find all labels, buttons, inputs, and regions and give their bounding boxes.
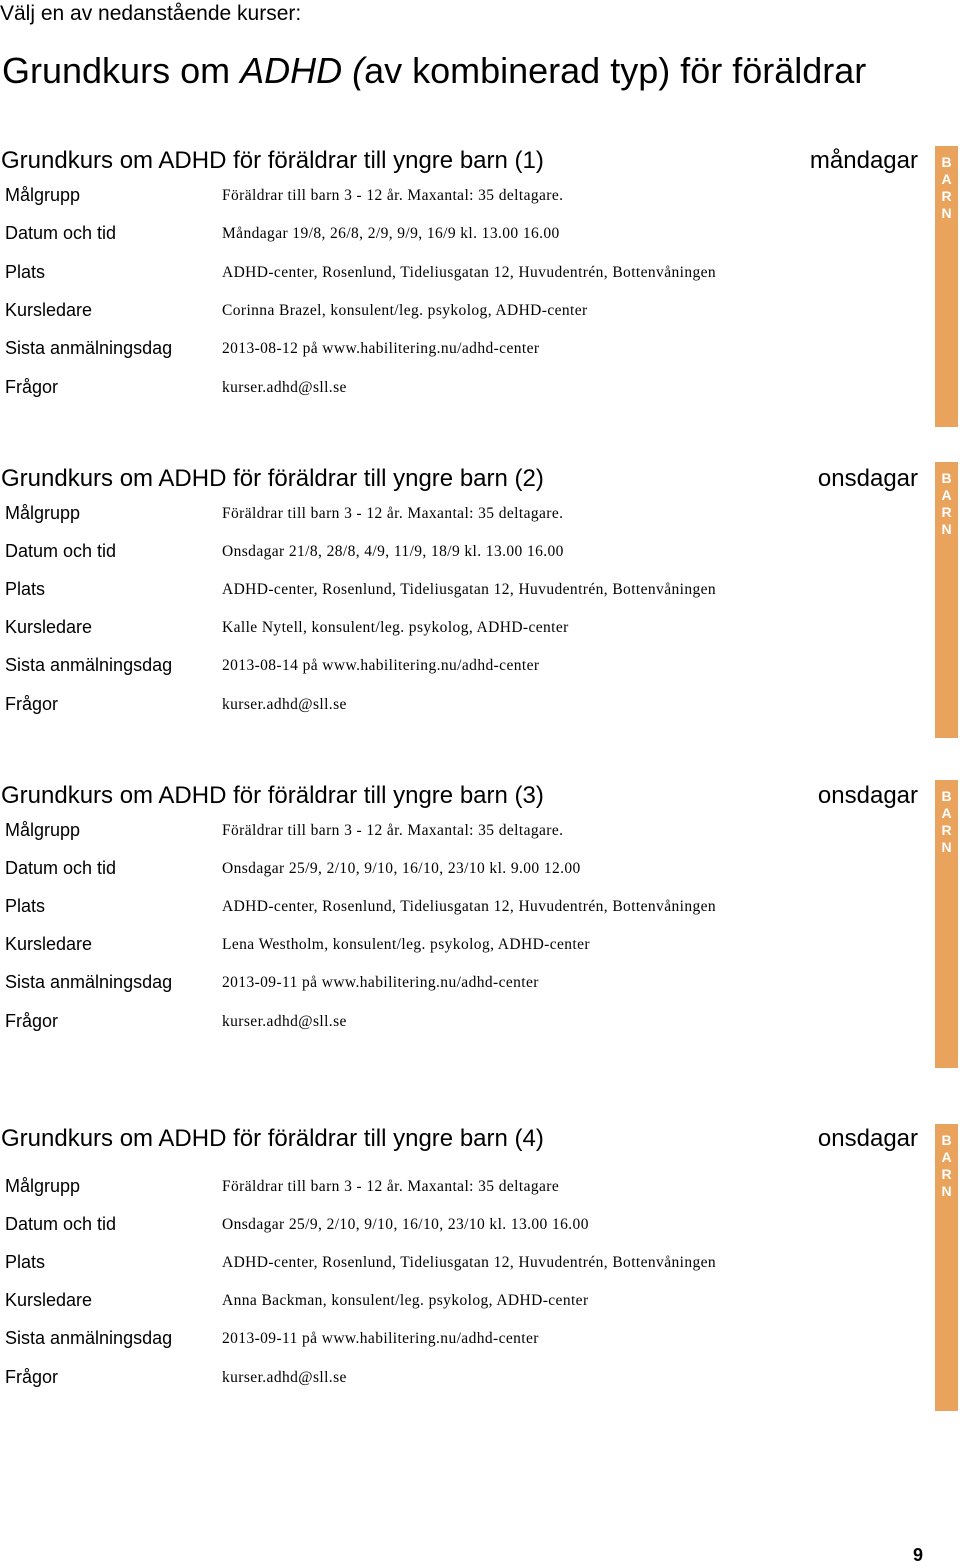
row-malgrupp [0, 1174, 920, 1212]
label-malgrupp: Målgrupp [5, 503, 81, 523]
label-datum: Datum och tid [5, 858, 117, 878]
intro-text: Välj en av nedanstående kurser: [0, 2, 302, 25]
tab-letter: R [941, 1166, 952, 1182]
barn-tab-label [935, 1132, 958, 1200]
value-anmalningsdag: 2013-09-11 på www.habilitering.nu/adhd-center [222, 1330, 539, 1347]
label-plats: Plats [5, 579, 46, 599]
label-kursledare: Kursledare [5, 934, 93, 954]
row-fragor [0, 1365, 920, 1403]
label-fragor: Frågor [5, 1367, 59, 1387]
value-plats: ADHD-center, Rosenlund, Tideliusgatan 12, Huvudentrén, Bottenvåningen [222, 264, 717, 281]
label-kursledare: Kursledare [5, 1290, 93, 1310]
label-plats: Plats [5, 1252, 46, 1272]
value-malgrupp: Föräldrar till barn 3 - 12 år. Maxantal: 35 deltagare. [222, 187, 564, 204]
row-plats [0, 894, 920, 932]
value-datum: Onsdagar 21/8, 28/8, 4/9, 11/9, 18/9 kl. 13.00 16.00 [222, 543, 564, 560]
value-datum: Onsdagar 25/9, 2/10, 9/10, 16/10, 23/10 kl. 13.00 16.00 [222, 1216, 589, 1233]
value-datum: Måndagar 19/8, 26/8, 2/9, 9/9, 16/9 kl. 13.00 16.00 [222, 225, 560, 242]
label-malgrupp: Målgrupp [5, 1176, 81, 1196]
row-malgrupp [0, 818, 920, 856]
label-anmalningsdag: Sista anmälningsdag [5, 338, 173, 358]
barn-tab [935, 780, 958, 1068]
tab-letter: N [941, 205, 952, 221]
row-datum [0, 1212, 920, 1250]
row-anmalningsdag [0, 653, 920, 691]
tab-letter: A [941, 487, 952, 503]
course-weekday: onsdagar [817, 465, 918, 492]
row-kursledare [0, 932, 920, 970]
tab-letter: B [941, 788, 952, 804]
course-title: Grundkurs om ADHD för föräldrar till yngre barn (4) [1, 1125, 544, 1152]
course-weekday: onsdagar [817, 782, 918, 809]
value-fragor: kurser.adhd@sll.se [222, 1013, 347, 1030]
row-kursledare [0, 298, 920, 336]
label-datum: Datum och tid [5, 1214, 117, 1234]
tab-letter: B [941, 154, 952, 170]
value-kursledare: Lena Westholm, konsulent/leg. psykolog, ADHD-center [222, 936, 590, 953]
barn-tab-label [935, 788, 958, 856]
tab-letter: B [941, 1132, 952, 1148]
value-fragor: kurser.adhd@sll.se [222, 696, 347, 713]
value-plats: ADHD-center, Rosenlund, Tideliusgatan 12, Huvudentrén, Bottenvåningen [222, 898, 717, 915]
barn-tab [935, 146, 958, 427]
value-malgrupp: Föräldrar till barn 3 - 12 år. Maxantal: 35 deltagare. [222, 822, 564, 839]
tab-letter: B [941, 470, 952, 486]
row-anmalningsdag [0, 970, 920, 1008]
label-malgrupp: Målgrupp [5, 185, 81, 205]
label-anmalningsdag: Sista anmälningsdag [5, 655, 173, 675]
value-kursledare: Corinna Brazel, konsulent/leg. psykolog, ADHD-center [222, 302, 588, 319]
value-anmalningsdag: 2013-08-12 på www.habilitering.nu/adhd-center [222, 340, 540, 357]
label-kursledare: Kursledare [5, 300, 93, 320]
page-title-part3: av kombinerad typ) för föräldrar [364, 50, 867, 91]
row-malgrupp [0, 501, 920, 539]
row-plats [0, 577, 920, 615]
course-title: Grundkurs om ADHD för föräldrar till yngre barn (1) [1, 147, 544, 174]
barn-tab [935, 462, 958, 738]
label-plats: Plats [5, 896, 46, 916]
row-datum [0, 856, 920, 894]
label-anmalningsdag: Sista anmälningsdag [5, 972, 173, 992]
page-title-part2: ADHD ( [240, 50, 365, 91]
page-title [2, 50, 866, 92]
tab-letter: A [941, 1149, 952, 1165]
row-plats [0, 260, 920, 298]
label-plats: Plats [5, 262, 46, 282]
tab-letter: A [941, 171, 952, 187]
page-number: 9 [913, 1545, 924, 1565]
tab-letter: R [941, 504, 952, 520]
row-plats [0, 1250, 920, 1288]
tab-letter: R [941, 188, 952, 204]
label-anmalningsdag: Sista anmälningsdag [5, 1328, 173, 1348]
value-kursledare: Anna Backman, konsulent/leg. psykolog, ADHD-center [222, 1292, 589, 1309]
label-datum: Datum och tid [5, 223, 117, 243]
value-plats: ADHD-center, Rosenlund, Tideliusgatan 12, Huvudentrén, Bottenvåningen [222, 1254, 717, 1271]
row-datum [0, 539, 920, 577]
course-weekday: onsdagar [817, 1125, 918, 1152]
row-anmalningsdag [0, 1326, 920, 1364]
tab-letter: N [941, 1183, 952, 1199]
row-datum [0, 221, 920, 259]
value-anmalningsdag: 2013-09-11 på www.habilitering.nu/adhd-center [222, 974, 539, 991]
row-kursledare [0, 615, 920, 653]
tab-letter: A [941, 805, 952, 821]
label-malgrupp: Målgrupp [5, 820, 81, 840]
tab-letter: N [941, 839, 952, 855]
tab-letter: R [941, 822, 952, 838]
label-fragor: Frågor [5, 1011, 59, 1031]
label-datum: Datum och tid [5, 541, 117, 561]
row-fragor [0, 1009, 920, 1047]
course-title: Grundkurs om ADHD för föräldrar till yngre barn (2) [1, 465, 544, 492]
value-kursledare: Kalle Nytell, konsulent/leg. psykolog, ADHD-center [222, 619, 569, 636]
value-fragor: kurser.adhd@sll.se [222, 1369, 347, 1386]
label-fragor: Frågor [5, 694, 59, 714]
label-fragor: Frågor [5, 377, 59, 397]
label-kursledare: Kursledare [5, 617, 93, 637]
course-weekday: måndagar [809, 147, 918, 174]
row-fragor [0, 375, 920, 413]
tab-letter: N [941, 521, 952, 537]
value-anmalningsdag: 2013-08-14 på www.habilitering.nu/adhd-center [222, 657, 540, 674]
page-title-part1: Grundkurs om [2, 50, 241, 91]
row-kursledare [0, 1288, 920, 1326]
barn-tab-label [935, 154, 958, 222]
row-anmalningsdag [0, 336, 920, 374]
barn-tab-label [935, 470, 958, 538]
barn-tab [935, 1124, 958, 1411]
value-plats: ADHD-center, Rosenlund, Tideliusgatan 12, Huvudentrén, Bottenvåningen [222, 581, 717, 598]
value-malgrupp: Föräldrar till barn 3 - 12 år. Maxantal: 35 deltagare [222, 1178, 560, 1195]
row-malgrupp [0, 183, 920, 221]
value-datum: Onsdagar 25/9, 2/10, 9/10, 16/10, 23/10 kl. 9.00 12.00 [222, 860, 581, 877]
value-fragor: kurser.adhd@sll.se [222, 379, 347, 396]
value-malgrupp: Föräldrar till barn 3 - 12 år. Maxantal: 35 deltagare. [222, 505, 564, 522]
course-title: Grundkurs om ADHD för föräldrar till yngre barn (3) [1, 782, 544, 809]
row-fragor [0, 692, 920, 730]
